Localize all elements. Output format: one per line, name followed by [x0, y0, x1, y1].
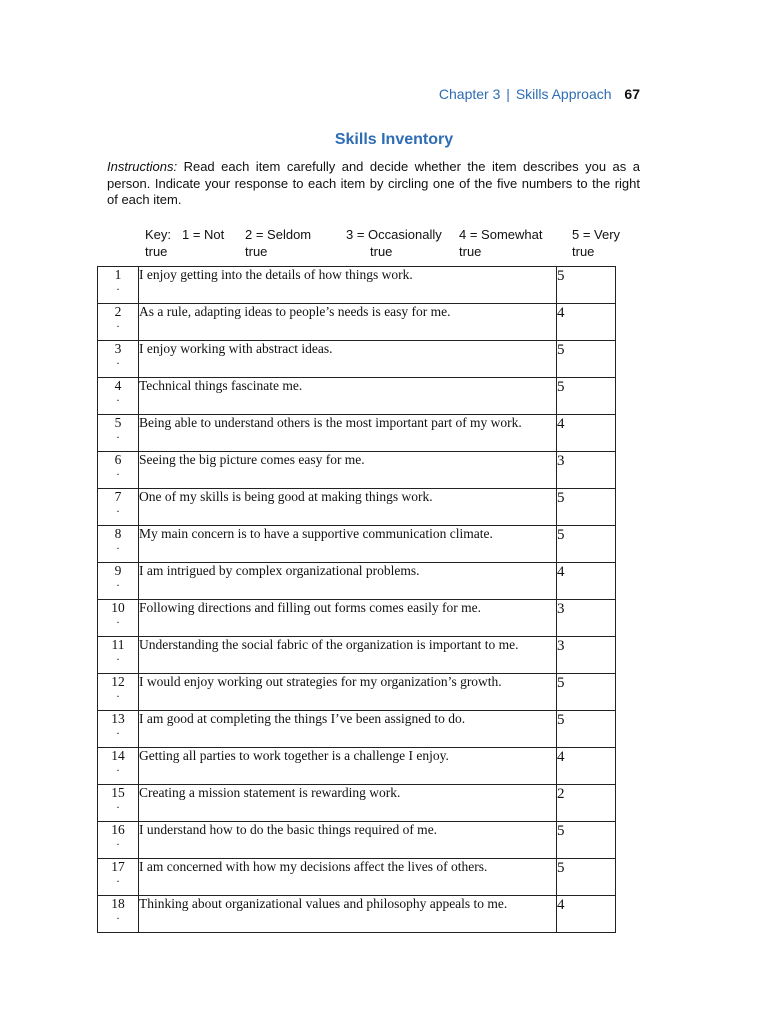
item-statement: Following directions and filling out forms comes easily for me. [139, 600, 557, 637]
instructions-label: Instructions: [107, 159, 178, 174]
item-statement: Getting all parties to work together is a challenge I enjoy. [139, 748, 557, 785]
table-row [98, 563, 616, 600]
header-separator: | [506, 86, 510, 102]
item-response: 4 [557, 415, 616, 452]
item-response: 5 [557, 341, 616, 378]
item-number: 14 [111, 748, 125, 763]
item-number-dot: . [116, 760, 120, 774]
table-row [98, 526, 616, 563]
item-number: 15 [111, 785, 125, 800]
item-number: 11 [111, 637, 125, 652]
item-number-dot: . [116, 279, 120, 293]
item-number-dot: . [116, 427, 120, 441]
item-statement: I understand how to do the basic things required of me. [139, 822, 557, 859]
item-statement: I enjoy working with abstract ideas. [139, 341, 557, 378]
item-number-cell [98, 822, 139, 859]
item-response: 3 [557, 637, 616, 674]
item-statement: I would enjoy working out strategies for my organization’s growth. [139, 674, 557, 711]
table-row [98, 452, 616, 489]
item-statement: One of my skills is being good at making things work. [139, 489, 557, 526]
table-row [98, 859, 616, 896]
item-response: 5 [557, 859, 616, 896]
table-row [98, 267, 616, 304]
item-statement: Creating a mission statement is rewarding work. [139, 785, 557, 822]
section-label: Skills Approach [515, 86, 612, 102]
item-number-cell [98, 859, 139, 896]
key-label: Key: [145, 227, 172, 242]
item-number: 8 [114, 526, 122, 541]
table-row [98, 896, 616, 933]
key-item-4: 4 = Somewhat true [459, 227, 543, 259]
item-statement: I enjoy getting into the details of how things work. [139, 267, 557, 304]
item-number-cell [98, 674, 139, 711]
item-response: 5 [557, 674, 616, 711]
item-number-cell [98, 563, 139, 600]
table-row [98, 822, 616, 859]
item-response: 5 [557, 711, 616, 748]
item-statement: As a rule, adapting ideas to people’s needs is easy for me. [139, 304, 557, 341]
item-response: 4 [557, 896, 616, 933]
item-response: 4 [557, 748, 616, 785]
item-number: 2 [114, 304, 122, 319]
item-statement: I am good at completing the things I’ve been assigned to do. [139, 711, 557, 748]
item-response: 4 [557, 563, 616, 600]
item-number: 16 [111, 822, 125, 837]
item-number-dot: . [116, 612, 120, 626]
table-row [98, 341, 616, 378]
item-number-cell [98, 896, 139, 933]
table-row [98, 785, 616, 822]
instructions-text: Read each item carefully and decide whether the item describes you as a person. Indicate your response to each item by circling one of the five numbers to the right of each item. [107, 159, 640, 207]
item-number-dot: . [116, 908, 120, 922]
item-response: 3 [557, 452, 616, 489]
item-number-cell [98, 489, 139, 526]
item-number: 7 [114, 489, 122, 504]
key-item-3: 3 = Occasionally true [346, 227, 442, 259]
item-number-cell [98, 267, 139, 304]
item-number-cell [98, 526, 139, 563]
item-number: 12 [111, 674, 125, 689]
response-key [145, 227, 645, 261]
item-number: 1 [114, 267, 122, 282]
table-row [98, 304, 616, 341]
item-number-cell [98, 304, 139, 341]
item-number: 18 [111, 896, 125, 911]
item-statement: Understanding the social fabric of the organization is important to me. [139, 637, 557, 674]
table-row [98, 711, 616, 748]
item-response: 2 [557, 785, 616, 822]
item-number-dot: . [116, 464, 120, 478]
item-number-cell [98, 711, 139, 748]
key-item-2: 2 = Seldom true [245, 227, 312, 259]
item-number-dot: . [116, 723, 120, 737]
item-number-dot: . [116, 797, 120, 811]
skills-inventory-table [97, 266, 616, 933]
item-response: 5 [557, 489, 616, 526]
table-row [98, 489, 616, 526]
item-number: 5 [114, 415, 122, 430]
key-item-1: 1 = Not true [145, 227, 225, 259]
item-statement: Being able to understand others is the most important part of my work. [139, 415, 557, 452]
chapter-label: Chapter 3 [438, 86, 501, 102]
item-number-dot: . [116, 538, 120, 552]
item-statement: My main concern is to have a supportive communication climate. [139, 526, 557, 563]
item-number-dot: . [116, 686, 120, 700]
item-statement: I am concerned with how my decisions affect the lives of others. [139, 859, 557, 896]
item-number-cell [98, 748, 139, 785]
item-number-dot: . [116, 575, 120, 589]
item-number-cell [98, 452, 139, 489]
item-statement: I am intrigued by complex organizational problems. [139, 563, 557, 600]
item-number: 17 [111, 859, 125, 874]
page-title: Skills Inventory [334, 131, 454, 148]
item-response: 4 [557, 304, 616, 341]
item-response: 5 [557, 267, 616, 304]
item-number-dot: . [116, 353, 120, 367]
item-number: 10 [111, 600, 125, 615]
item-number-dot: . [116, 316, 120, 330]
item-number: 6 [114, 452, 122, 467]
item-number: 4 [114, 378, 122, 393]
table-row [98, 600, 616, 637]
page-number: 67 [624, 86, 640, 102]
table-row [98, 748, 616, 785]
running-header [439, 86, 640, 102]
table-row [98, 674, 616, 711]
item-statement: Seeing the big picture comes easy for me. [139, 452, 557, 489]
item-number-cell [98, 637, 139, 674]
table-row [98, 637, 616, 674]
table-row [98, 378, 616, 415]
item-response: 5 [557, 526, 616, 563]
item-number: 9 [114, 563, 122, 578]
item-number-dot: . [116, 649, 120, 663]
item-response: 5 [557, 822, 616, 859]
item-number-dot: . [116, 501, 120, 515]
item-statement: Thinking about organizational values and philosophy appeals to me. [139, 896, 557, 933]
item-number-cell [98, 785, 139, 822]
table-row [98, 415, 616, 452]
item-response: 3 [557, 600, 616, 637]
item-number: 3 [114, 341, 122, 356]
item-number-cell [98, 600, 139, 637]
key-item-5: 5 = Very true [572, 227, 621, 259]
item-response: 5 [557, 378, 616, 415]
item-number: 13 [111, 711, 125, 726]
item-statement: Technical things fascinate me. [139, 378, 557, 415]
item-number-dot: . [116, 390, 120, 404]
item-number-cell [98, 341, 139, 378]
item-number-dot: . [116, 871, 120, 885]
item-number-cell [98, 415, 139, 452]
item-number-dot: . [116, 834, 120, 848]
instructions-paragraph [107, 159, 640, 209]
item-number-cell [98, 378, 139, 415]
